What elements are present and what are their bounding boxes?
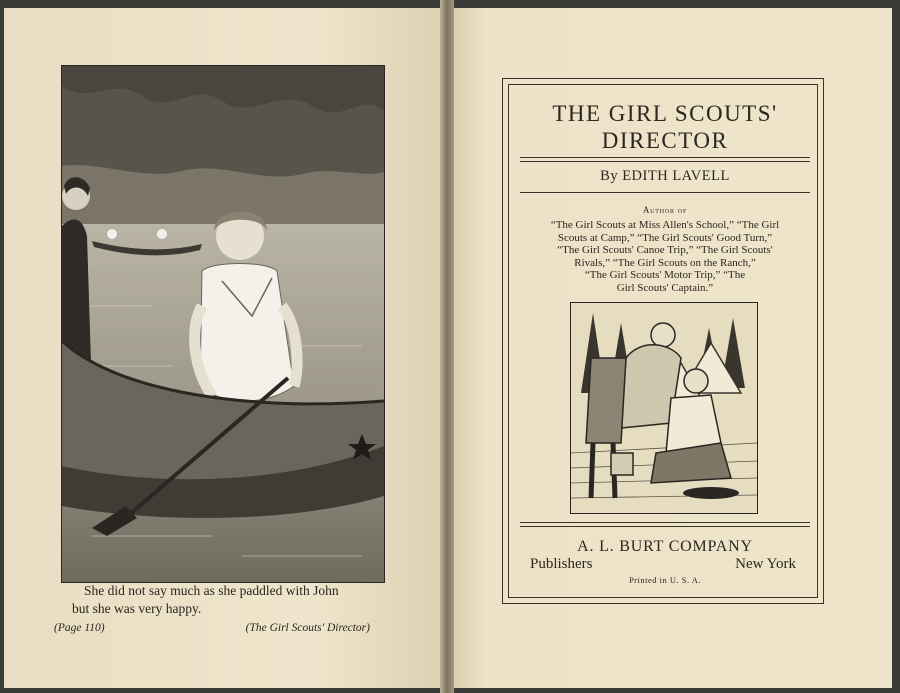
caption-line-2: but she was very happy. (72, 601, 202, 616)
title-line-1: THE GIRL SCOUTS' (552, 101, 778, 126)
author-of-heading: Author of (642, 205, 688, 215)
publishers-label: Publishers (530, 556, 593, 572)
books-line: Scouts at Camp,” “The Girl Scouts' Good Turn,” (557, 231, 773, 244)
frontispiece-illustration (61, 65, 385, 583)
caption-line-1: She did not say much as she paddled with John (84, 583, 339, 598)
frontispiece-caption (72, 582, 372, 618)
publisher-city: New York (735, 556, 796, 572)
camp-scene-image (571, 303, 757, 513)
publisher-rule (520, 522, 810, 527)
other-books-list (515, 219, 815, 294)
author-byline: By EDITH LAVELL (600, 168, 730, 184)
books-line: “The Girl Scouts' Canoe Trip,” “The Girl Scouts' (557, 244, 773, 256)
book-gutter (440, 0, 454, 693)
books-line: Girl Scouts' Captain.” (616, 281, 714, 294)
canoe-scene-image (62, 66, 384, 582)
camp-vignette-illustration (570, 302, 758, 514)
publisher-row (530, 556, 796, 573)
books-line: “The Girl Scouts' Motor Trip,” “The (584, 269, 746, 281)
books-line: Rivals,” “The Girl Scouts on the Ranch,” (574, 256, 756, 269)
caption-references (54, 622, 370, 634)
book-reference: (The Girl Scouts' Director) (245, 622, 370, 634)
byline-rule (520, 192, 810, 193)
page-reference: (Page 110) (54, 622, 105, 634)
books-line: “The Girl Scouts at Miss Allen's School,” “The Girl (550, 219, 780, 231)
title-rule (520, 157, 810, 162)
publisher-name: A. L. BURT COMPANY (577, 538, 753, 555)
book-title (520, 100, 810, 154)
title-line-2: DIRECTOR (601, 128, 729, 153)
printed-in-usa: Printed in U. S. A. (628, 575, 702, 585)
